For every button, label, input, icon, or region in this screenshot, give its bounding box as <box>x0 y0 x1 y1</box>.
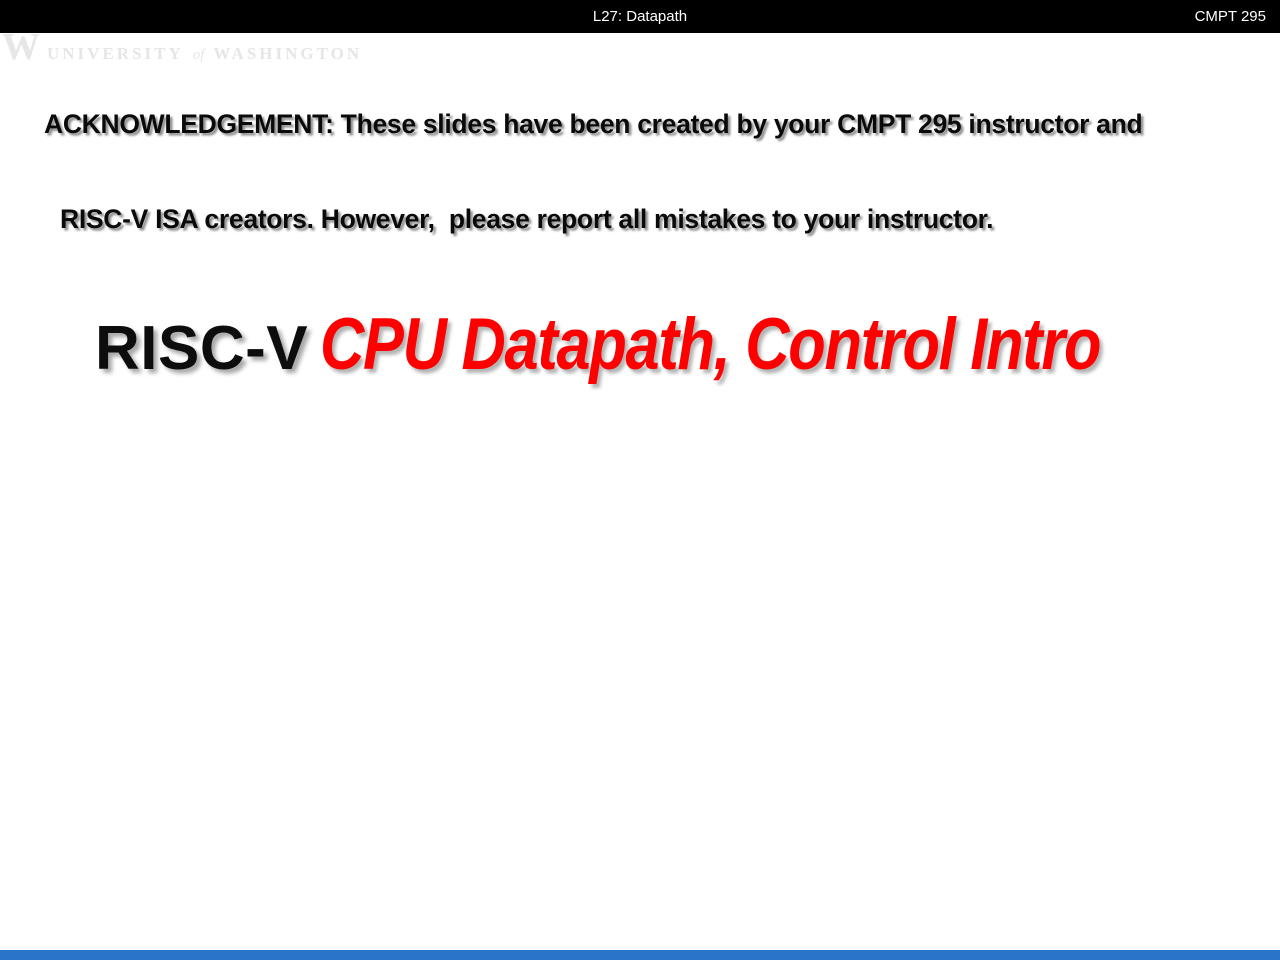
watermark-word-of: of <box>192 47 205 63</box>
acknowledgement-block <box>44 47 1142 266</box>
footer-accent-bar <box>0 950 1280 960</box>
slide-title-red-part: CPU Datapath, Control Intro <box>320 304 1101 385</box>
slide-title <box>95 303 1249 386</box>
university-logo-w-icon: W <box>2 26 38 68</box>
acknowledgement-line-1: ACKNOWLEDGEMENT: These slides have been created by your CMPT 295 instructor and <box>44 109 1143 139</box>
slide-title-black-part: RISC-V <box>95 314 309 383</box>
watermark-word-washington: WASHINGTON <box>213 44 363 63</box>
course-code: CMPT 295 <box>1194 8 1266 25</box>
acknowledgement-line-2: RISC-V ISA creators. However, please report all mistakes to your instructor. <box>60 204 994 234</box>
watermark-word-university: UNIVERSITY <box>47 44 184 63</box>
lecture-title: L27: Datapath <box>592 8 688 25</box>
